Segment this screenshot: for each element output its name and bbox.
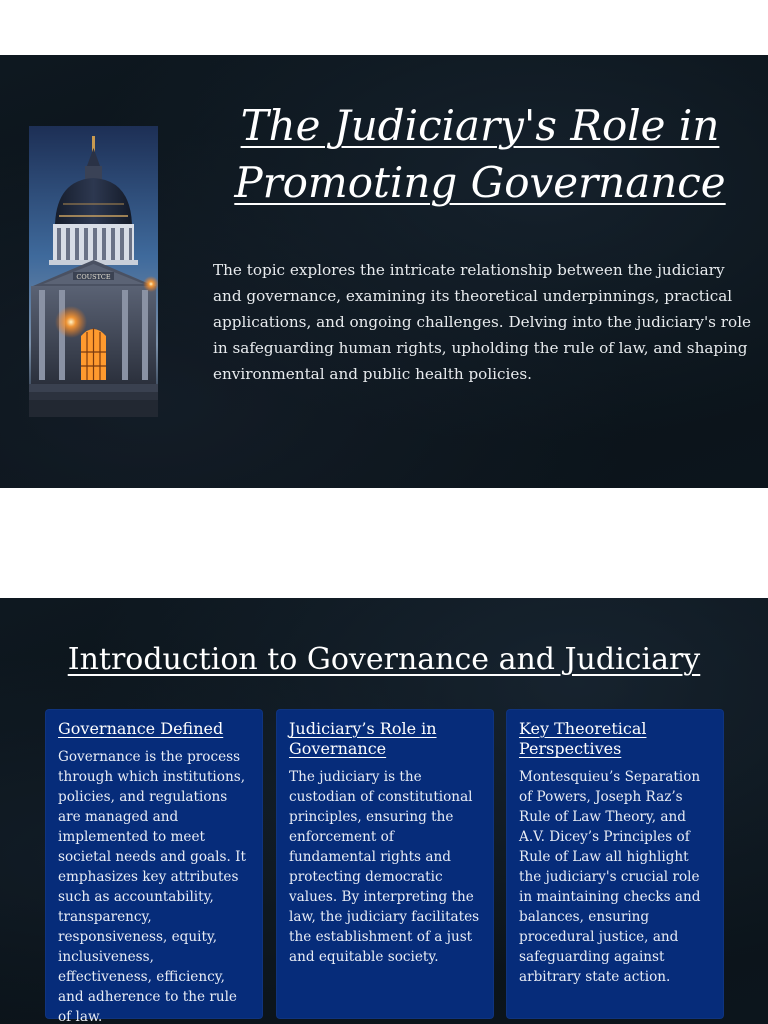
card-body: The judiciary is the custodian of constitutional principles, ensuring the enforcement of fundamental rights and protecting democratic values. By interpreting the law, the judiciary facilitates the establishment of a just and equitable society.	[289, 769, 480, 965]
card-key-theoretical-perspectives	[506, 709, 724, 1019]
section-title: Introduction to Governance and Judiciary	[67, 642, 701, 677]
card-heading: Judiciary’s Role in Governance	[289, 719, 437, 758]
card-heading: Governance Defined	[58, 719, 224, 738]
building-sign-text: COUSTCE	[76, 273, 111, 281]
slide-description: The topic explores the intricate relationship between the judiciary and governance, examining its theoretical underpinnings, practical applications, and ongoing challenges. Delving into the judiciary's role in safeguarding human rights, upholding the rule of law, and shaping environmental and public health policies.	[213, 261, 752, 383]
title-slide	[0, 55, 768, 488]
card-heading: Key Theoretical Perspectives	[519, 719, 647, 758]
card-judiciary-role	[276, 709, 494, 1019]
card-governance-defined	[45, 709, 263, 1024]
introduction-slide	[0, 598, 768, 1024]
card-body: Governance is the process through which institutions, policies, and regulations are managed and implemented to meet societal needs and goals. It emphasizes key attributes such as accountability, transparency, responsiveness, equity, inclusiveness, effectiveness, efficiency, and adherence to the rule of law.	[58, 749, 246, 1024]
slide-title: The Judiciary's Role in Promoting Governance	[234, 101, 726, 207]
capitol-building-image	[29, 126, 158, 417]
card-body: Montesquieu’s Separation of Powers, Joseph Raz’s Rule of Law Theory, and A.V. Dicey’s Principles of Rule of Law all highlight the judiciary's crucial role in maintaining checks and balances, ensuring procedural justice, and safeguarding against arbitrary state action.	[519, 769, 701, 985]
